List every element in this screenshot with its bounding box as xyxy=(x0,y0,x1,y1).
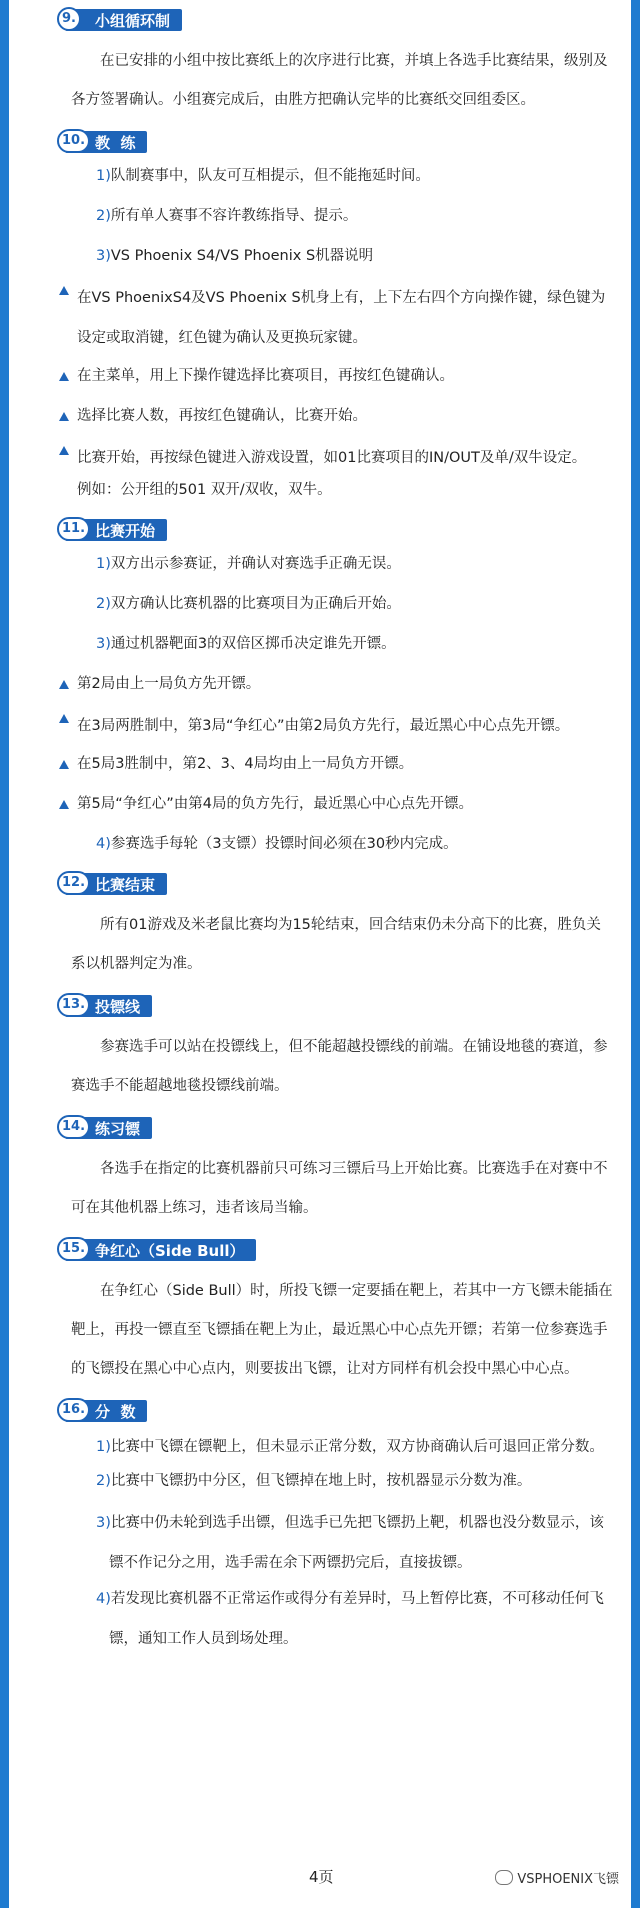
section-14-header xyxy=(62,1116,615,1140)
example-text: 例如：公开组的501 双开/双收，双牛。 xyxy=(77,482,332,498)
list-item: 2)所有单人赛事不容许教练指导、提示。 xyxy=(96,208,358,224)
section-title: 分 数 xyxy=(95,1402,136,1421)
section-15-paragraph: 在争红心（Side Bull）时，所投飞镖一定要插在靶上，若其中一方飞镖未能插在靶上，再投一镖直至飞镖插在靶上为止，最近黑心中心点先开镖；若第一位参赛选手的飞镖投在黑心中心点内，则要拔出飞镖，让对方同样有机会投中黑心中心点。 xyxy=(71,1283,613,1377)
section-9-paragraph: 在已安排的小组中按比赛纸上的次序进行比赛，并填上各选手比赛结果，级别及各方签署确认。小组赛完成后，由胜方把确认完毕的比赛纸交回组委区。 xyxy=(71,53,608,108)
section-title: 比赛结束 xyxy=(95,875,156,894)
triangle-bullet-item: 在3局两胜制中，第3局“争红心”由第2局负方先行，最近黑心中心点先开镖。 xyxy=(55,706,615,746)
list-item: 3)通过机器靶面3的双倍区掷币决定谁先开镖。 xyxy=(96,636,396,652)
list-item: 4)若发现比赛机器不正常运作或得分有差异时，马上暂停比赛，不可移动任何飞镖，通知工作人员到场处理。 xyxy=(96,1591,604,1647)
section-12-header xyxy=(62,872,615,896)
section-11-header xyxy=(62,518,615,542)
section-number: 13. xyxy=(57,993,90,1017)
section-title: 教 练 xyxy=(95,133,136,152)
section-14-paragraph: 各选手在指定的比赛机器前只可练习三镖后马上开始比赛。比赛选手在对赛中不可在其他机器上练习，违者该局当输。 xyxy=(71,1161,608,1216)
section-title: 投镖线 xyxy=(95,997,141,1016)
triangle-bullet-item: 第2局由上一局负方先开镖。 xyxy=(55,672,615,696)
section-12-paragraph: 所有01游戏及米老鼠比赛均为15轮结束，回合结束仍未分高下的比赛，胜负关系以机器判定为准。 xyxy=(71,917,601,972)
triangle-bullet-item: 选择比赛人数，再按红色键确认，比赛开始。 xyxy=(55,404,615,428)
section-title: 争红心（Side Bull） xyxy=(95,1241,245,1260)
triangle-bullet-item: 在5局3胜制中，第2、3、4局均由上一局负方开镖。 xyxy=(55,752,615,776)
list-item: 1)队制赛事中，队友可互相提示，但不能拖延时间。 xyxy=(96,168,430,184)
list-item: 3)VS Phoenix S4/VS Phoenix S机器说明 xyxy=(96,248,374,264)
list-item: 2)双方确认比赛机器的比赛项目为正确后开始。 xyxy=(96,596,401,612)
section-10-header xyxy=(62,130,615,154)
section-15-header xyxy=(62,1238,615,1262)
section-number: 16. xyxy=(57,1398,90,1422)
section-title: 小组循环制 xyxy=(95,11,171,30)
section-number: 15. xyxy=(57,1237,90,1261)
triangle-bullet-item: 在VS PhoenixS4及VS Phoenix S机身上有，上下左右四个方向操作键，绿色键为设定或取消键，红色键为确认及更换玩家键。 xyxy=(55,278,615,358)
triangle-bullet-item: 比赛开始，再按绿色键进入游戏设置，如01比赛项目的IN/OUT及单/双牛设定。 xyxy=(55,438,615,478)
section-number: 9. xyxy=(57,7,81,31)
brand-watermark: VSPHOENIX飞镖 xyxy=(495,1868,619,1887)
section-13-header xyxy=(62,994,615,1018)
list-item: 4)参赛选手每轮（3支镖）投镖时间必须在30秒内完成。 xyxy=(96,836,458,852)
section-number: 10. xyxy=(57,129,90,153)
section-16-header xyxy=(62,1399,615,1423)
list-item: 2)比赛中飞镖扔中分区，但飞镖掉在地上时，按机器显示分数为准。 xyxy=(96,1473,532,1489)
section-number: 14. xyxy=(57,1115,90,1139)
content xyxy=(55,8,615,1661)
triangle-bullet-item: 在主菜单，用上下操作键选择比赛项目，再按红色键确认。 xyxy=(55,364,615,388)
list-item: 3)比赛中仍未轮到选手出镖，但选手已先把飞镖扔上靶，机器也没分数显示，该镖不作记分之用，选手需在余下两镖扔完后，直接拔镖。 xyxy=(96,1515,604,1571)
section-number: 11. xyxy=(57,517,90,541)
section-13-paragraph: 参赛选手可以站在投镖线上，但不能超越投镖线的前端。在铺设地毯的赛道，参赛选手不能超越地毯投镖线前端。 xyxy=(71,1039,608,1094)
page-footer xyxy=(9,1866,631,1894)
page-number: 4页 xyxy=(309,1868,334,1886)
section-9-header xyxy=(62,8,615,32)
list-item: 1)双方出示参赛证，并确认对赛选手正确无误。 xyxy=(96,556,401,572)
section-number: 12. xyxy=(57,871,90,895)
wechat-icon xyxy=(495,1870,513,1885)
section-title: 比赛开始 xyxy=(95,521,156,540)
triangle-bullet-item: 第5局“争红心”由第4局的负方先行，最近黑心中心点先开镖。 xyxy=(55,792,615,816)
section-title: 练习镖 xyxy=(95,1119,141,1138)
list-item: 1)比赛中飞镖在镖靶上，但未显示正常分数，双方协商确认后可退回正常分数。 xyxy=(96,1439,604,1455)
